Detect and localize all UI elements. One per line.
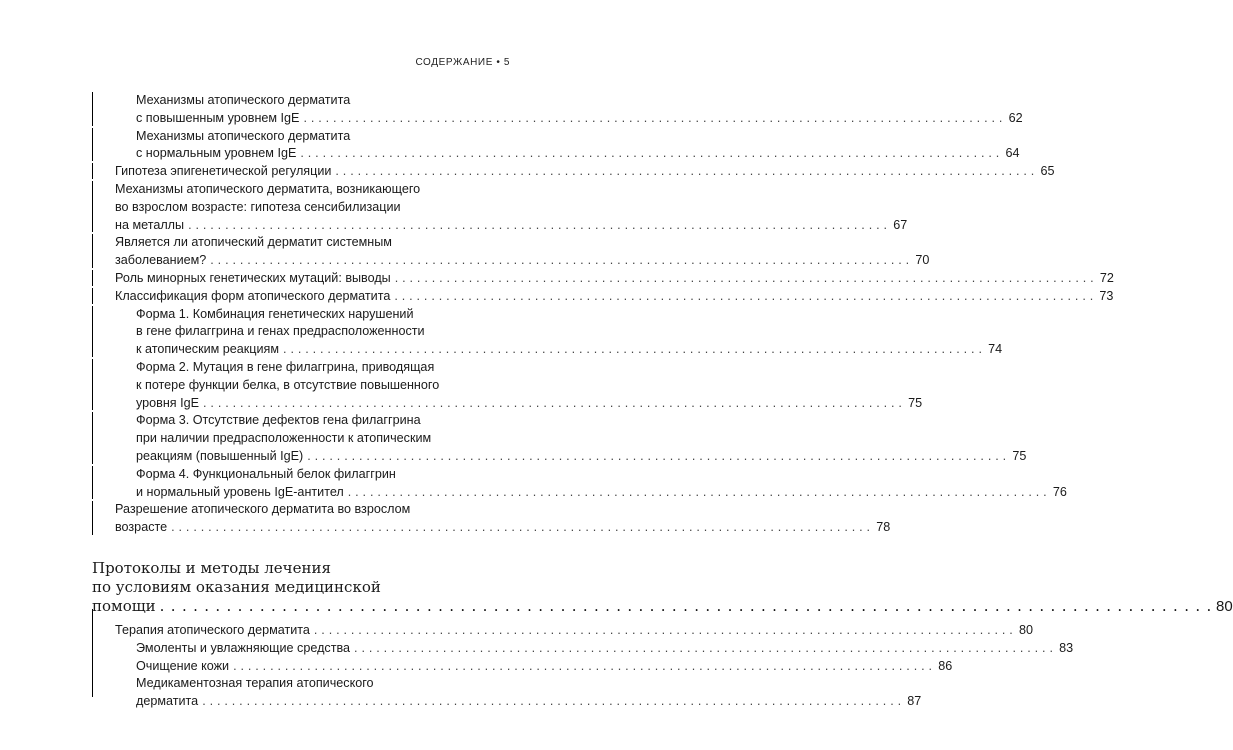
- toc-entry-line: Является ли атопический дерматит системным: [115, 235, 392, 250]
- toc-entry[interactable]: [136, 92, 1023, 128]
- toc-entry-line: Медикаментозная терапия атопического: [136, 676, 374, 691]
- section-rule: [92, 412, 93, 463]
- page-number: 74: [988, 342, 1003, 357]
- dot-leader: [335, 163, 1034, 181]
- section-rule: [92, 270, 93, 286]
- toc-entry-line: реакциям (повышенный IgE): [136, 448, 304, 463]
- page-number: 65: [1040, 164, 1055, 179]
- running-head: СОДЕРЖАНИЕ • 5: [415, 57, 510, 68]
- section-rule: [92, 234, 93, 268]
- toc-entry[interactable]: [136, 675, 922, 711]
- dot-leader: [233, 658, 932, 676]
- toc-entry-line: Механизмы атопического дерматита: [136, 128, 351, 143]
- toc-entry-line: Механизмы атопического дерматита, возникающего: [115, 181, 421, 196]
- toc-entry-line: Механизмы атопического дерматита: [136, 93, 351, 107]
- dot-leader: [210, 252, 909, 270]
- page-number: 80: [1216, 597, 1233, 615]
- toc-entry-line: в гене филаггрина и генах предрасположенности: [136, 324, 425, 339]
- dot-leader: [160, 597, 1212, 616]
- toc-entry-line: на металлы: [115, 217, 185, 232]
- toc-entry-line: Гипотеза эпигенетической регуляции: [115, 164, 332, 179]
- toc-entry-line: Форма 4. Функциональный белок филаггрин: [136, 466, 396, 481]
- section-rule: [92, 306, 93, 357]
- toc-entry[interactable]: [136, 412, 1027, 465]
- toc-entry-line: во взрослом возрасте: гипотеза сенсибилизации: [115, 199, 401, 214]
- section-rule: [92, 288, 93, 304]
- page-number: 80: [1019, 622, 1034, 637]
- page-number: 87: [907, 694, 922, 709]
- page-number: 67: [893, 217, 908, 232]
- toc-entry-line: с нормальным уровнем IgE: [136, 146, 297, 161]
- section-rule: [92, 501, 93, 535]
- chapter-block: [92, 558, 1233, 711]
- chapter-heading-line: по условиям оказания медицинской: [92, 577, 381, 596]
- section-rule: [92, 466, 93, 500]
- page-number: 72: [1099, 270, 1114, 285]
- toc-entry-line: Разрешение атопического дерматита во взрослом: [115, 502, 411, 517]
- page-number: 76: [1052, 484, 1067, 499]
- toc-entry-line: Форма 1. Комбинация генетических нарушений: [136, 306, 414, 321]
- section-rule: [92, 163, 93, 179]
- toc-entry[interactable]: [115, 270, 1114, 288]
- toc-entry-line: Классификация форм атопического дерматита: [115, 288, 391, 303]
- section-rule: [92, 128, 93, 162]
- section-rule: [92, 359, 93, 410]
- toc-entry-line: при наличии предрасположенности к атопическим: [136, 431, 432, 446]
- toc-entry[interactable]: [115, 622, 1034, 640]
- dot-leader: [171, 519, 870, 537]
- dot-leader: [188, 217, 887, 235]
- toc-entry-line: дерматита: [136, 694, 199, 709]
- table-of-contents: [92, 92, 1233, 711]
- dot-leader: [394, 288, 1093, 306]
- dot-leader: [348, 484, 1047, 502]
- toc-entry[interactable]: [136, 658, 953, 676]
- dot-leader: [203, 395, 902, 413]
- page-number: 86: [938, 658, 953, 673]
- page-number: 62: [1008, 110, 1023, 125]
- toc-entry[interactable]: [115, 234, 930, 270]
- toc-entry-line: Эмоленты и увлажняющие средства: [136, 640, 351, 655]
- toc-entry-line: возрасте: [115, 520, 168, 535]
- page-number: 70: [915, 253, 930, 268]
- chapter-heading-line: помощи: [92, 596, 156, 615]
- toc-entry[interactable]: [115, 181, 908, 234]
- section-rule: [92, 181, 93, 232]
- toc-entry[interactable]: [136, 466, 1067, 502]
- chapter-rule: [92, 609, 93, 697]
- toc-entry[interactable]: [115, 288, 1114, 306]
- page-number: 64: [1005, 146, 1020, 161]
- page-number: 75: [1012, 448, 1027, 463]
- toc-entry-line: Форма 3. Отсутствие дефектов гена филаггрина: [136, 413, 421, 428]
- section-rule: [92, 92, 93, 126]
- toc-entry[interactable]: [136, 306, 1003, 359]
- dot-leader: [300, 145, 999, 163]
- page-number: 73: [1099, 288, 1114, 303]
- dot-leader: [202, 693, 901, 711]
- page-number: 83: [1059, 640, 1074, 655]
- toc-entry-line: Роль минорных генетических мутаций: выводы: [115, 270, 391, 285]
- toc-entry-line: Терапия атопического дерматита: [115, 622, 310, 637]
- toc-entry-line: и нормальный уровень IgE-антител: [136, 484, 344, 499]
- dot-leader: [354, 640, 1053, 658]
- dot-leader: [303, 110, 1002, 128]
- chapter-heading[interactable]: [92, 558, 1233, 616]
- page-number: 75: [908, 395, 923, 410]
- toc-entry-line: Очищение кожи: [136, 658, 230, 673]
- toc-entry[interactable]: [115, 501, 891, 537]
- toc-entry-line: к потере функции белка, в отсутствие повышенного: [136, 377, 440, 392]
- dot-leader: [395, 270, 1094, 288]
- toc-entry-line: уровня IgE: [136, 395, 200, 410]
- chapter-heading-line: Протоколы и методы лечения: [92, 558, 331, 577]
- toc-entry-line: заболеванием?: [115, 253, 207, 268]
- dot-leader: [283, 341, 982, 359]
- dot-leader: [314, 622, 1013, 640]
- dot-leader: [307, 448, 1006, 466]
- toc-entry[interactable]: [136, 128, 1020, 164]
- toc-entry[interactable]: [136, 359, 923, 412]
- page-number: 78: [876, 520, 891, 535]
- toc-entry[interactable]: [115, 163, 1055, 181]
- toc-entry-line: с повышенным уровнем IgE: [136, 110, 300, 125]
- toc-entry-line: к атопическим реакциям: [136, 342, 280, 357]
- toc-entry-line: Форма 2. Мутация в гене филаггрина, приводящая: [136, 359, 435, 374]
- toc-entry[interactable]: [136, 640, 1074, 658]
